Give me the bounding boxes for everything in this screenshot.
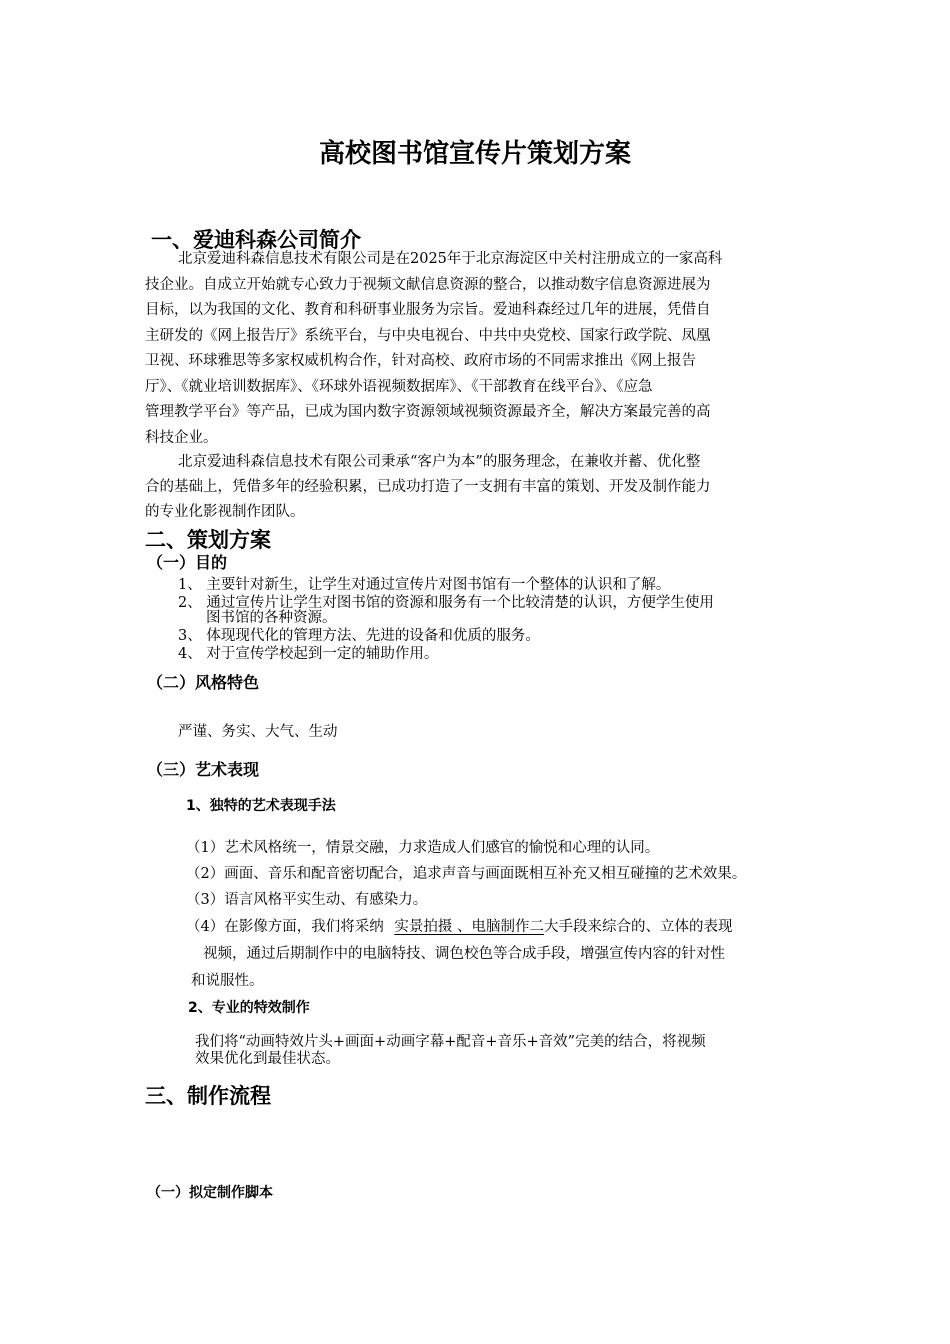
- list-item: （3）语言风格平实生动、有感染力。: [186, 892, 428, 908]
- list-item: [186, 915, 732, 936]
- item-prefix: （4）在影像方面，我们将采纳: [186, 919, 384, 935]
- point-heading-unique-technique: 1、独特的艺术表现手法: [186, 798, 336, 814]
- subsection-heading-script: （一）拟定制作脚本: [147, 1185, 273, 1201]
- paragraph-line: 效果优化到最佳状态。: [195, 1051, 340, 1067]
- paragraph-line: 技企业。自成立开始就专心致力于视频文献信息资源的整合，以推动数字信息资源进展为: [145, 277, 711, 293]
- underlined-text: 实景拍摄 、电脑制作二: [394, 919, 544, 935]
- list-item-continuation: 视频，通过后期制作中的电脑特技、调色校色等合成手段，增强宣传内容的针对性: [203, 946, 725, 962]
- item-suffix: 大手段来综合的、立体的表现: [543, 919, 733, 935]
- paragraph-line: 目标，以为我国的文化、教育和科研事业服务为宗旨。爱迪科森经过几年的进展，凭借自: [145, 302, 711, 318]
- section-heading-plan: 二、策划方案: [145, 528, 271, 552]
- subsection-heading-purpose: （一）目的: [147, 553, 228, 572]
- list-item: （2）画面、音乐和配音密切配合，追求声音与画面既相互补充又相互碰撞的艺术效果。: [186, 866, 747, 882]
- paragraph-line: 卫视、环球雅思等多家权威机构合作，针对高校、政府市场的不同需求推出《网上报告: [145, 353, 696, 369]
- paragraph-line: 的专业化影视制作团队。: [145, 504, 305, 520]
- list-item: （1）艺术风格统一，情景交融，力求造成人们感官的愉悦和心理的认同。: [186, 840, 660, 856]
- paragraph-line: 管理教学平台》等产品，已成为国内数字资源领域视频资源最齐全，解决方案最完善的高: [145, 404, 711, 420]
- list-item: 4、 对于宣传学校起到一定的辅助作用。: [178, 646, 439, 662]
- list-item: 图书馆的各种资源。: [206, 610, 337, 626]
- section-heading-company-intro: 一、爱迪科森公司简介: [151, 228, 361, 252]
- list-item: 3、 体现现代化的管理方法、先进的设备和优质的服务。: [178, 628, 540, 644]
- list-item-continuation: 和说服性。: [191, 973, 264, 989]
- paragraph-line: 北京爱迪科森信息技术有限公司是在2025年于北京海淀区中关村注册成立的一家高科: [178, 251, 723, 267]
- document-title: 高校图书馆宣传片策划方案: [318, 139, 631, 169]
- paragraph-line: 科技企业。: [145, 430, 218, 446]
- paragraph-line: 北京爱迪科森信息技术有限公司秉承“客户为本”的服务理念，在兼收并蓄、优化整: [178, 454, 701, 470]
- list-item: 1、 主要针对新生，让学生对通过宣传片对图书馆有一个整体的认识和了解。: [178, 577, 671, 593]
- paragraph-line: 合的基础上，凭借多年的经验积累，已成功打造了一支拥有丰富的策划、开发及制作能力: [145, 479, 711, 495]
- paragraph-line: 厅》、《就业培训数据库》、《环球外语视频数据库》、《干部教育在线平台》、《应急: [145, 379, 653, 395]
- paragraph-line: 我们将“动画特效片头+画面+动画字幕+配音+音乐+音效”完美的结合，将视频: [195, 1034, 706, 1050]
- paragraph-line: 主研发的《网上报告厅》系统平台，与中央电视台、中共中央党校、国家行政学院、凤凰: [145, 328, 711, 344]
- style-keywords: 严谨、务实、大气、生动: [178, 724, 338, 740]
- point-heading-special-effects: 2、专业的特效制作: [188, 1000, 310, 1016]
- subsection-heading-style: （二）风格特色: [147, 673, 260, 692]
- list-item: 2、 通过宣传片让学生对图书馆的资源和服务有一个比较清楚的认识，方便学生使用: [178, 595, 714, 611]
- section-heading-production-process: 三、制作流程: [145, 1084, 271, 1108]
- subsection-heading-art: （三）艺术表现: [147, 760, 260, 779]
